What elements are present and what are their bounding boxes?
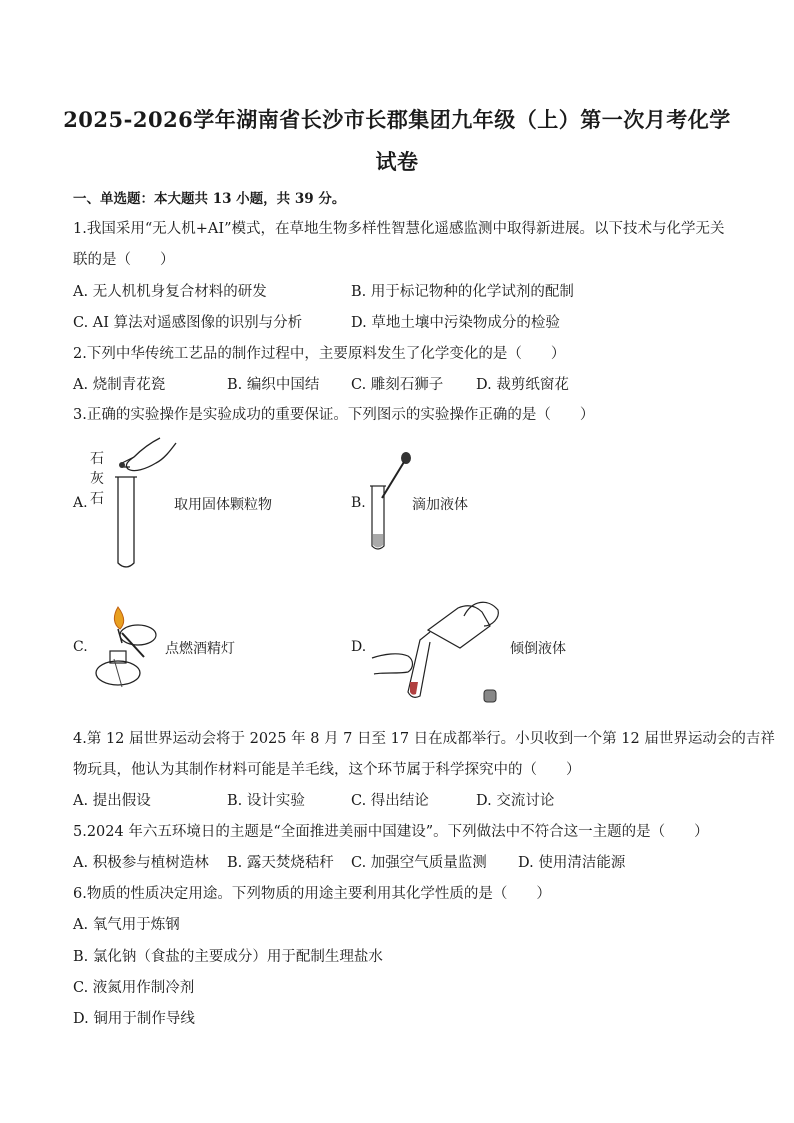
q2-option-d: D. 裁剪纸窗花 <box>476 377 569 393</box>
q1-stem-line1: 1.我国采用“无人机+AI”模式，在草地生物多样性智慧化遥感监测中取得新进展。以下技术与化学无关 <box>73 221 725 237</box>
exam-title-line1: 2025-2026学年湖南省长沙市长郡集团九年级（上）第一次月考化学 <box>63 107 731 132</box>
q5-option-d: D. 使用清洁能源 <box>518 855 626 871</box>
q6-option-d: D. 铜用于制作导线 <box>73 1011 195 1027</box>
dropper-illustration <box>362 450 418 554</box>
q6-option-c: C. 液氮用作制冷剂 <box>73 980 195 996</box>
q4-option-b: B. 设计实验 <box>227 793 305 809</box>
q3-option-d-letter: D. <box>351 639 367 655</box>
q1-option-a: A. 无人机机身复合材料的研发 <box>73 284 267 300</box>
q2-stem: 2.下列中华传统工艺品的制作过程中，主要原料发生了化学变化的是（ ） <box>73 346 566 362</box>
q1-option-c: C. AI 算法对遥感图像的识别与分析 <box>73 315 303 331</box>
q1-option-b: B. 用于标记物种的化学试剂的配制 <box>351 284 574 300</box>
q3-option-a-letter: A. <box>73 495 88 511</box>
q2-option-a: A. 烧制青花瓷 <box>73 377 166 393</box>
q6-stem: 6.物质的性质决定用途。下列物质的用途主要利用其化学性质的是（ ） <box>73 886 551 902</box>
q4-stem-line2: 物玩具，他认为其制作材料可能是羊毛线，这个环节属于科学探究中的（ ） <box>73 762 581 778</box>
q1-stem-line2: 联的是（ ） <box>73 252 175 268</box>
pouring-liquid-illustration <box>368 596 508 708</box>
exam-title-line2: 试卷 <box>375 149 419 174</box>
q6-option-b: B. 氯化钠（食盐的主要成分）用于配制生理盐水 <box>73 949 383 965</box>
q3-stem: 3.正确的实验操作是实验成功的重要保证。下列图示的实验操作正确的是（ ） <box>73 407 595 423</box>
q3-option-d-label: 倾倒液体 <box>510 641 566 657</box>
q4-option-a: A. 提出假设 <box>73 793 151 809</box>
q3-option-c-label: 点燃酒精灯 <box>165 641 235 657</box>
q5-option-a: A. 积极参与植树造林 <box>73 855 209 871</box>
q2-option-b: B. 编织中国结 <box>227 377 320 393</box>
section-heading: 一、单选题：本大题共 13 小题，共 39 分。 <box>73 191 346 207</box>
q3-option-b-label: 滴加液体 <box>412 497 468 513</box>
q4-option-d: D. 交流讨论 <box>476 793 555 809</box>
q6-option-a: A. 氧气用于炼钢 <box>73 917 180 933</box>
q3-option-b-letter: B. <box>351 495 366 511</box>
q2-option-c: C. 雕刻石狮子 <box>351 377 444 393</box>
q1-option-d: D. 草地土壤中污染物成分的检验 <box>351 315 560 331</box>
q5-stem: 5.2024 年六五环境日的主题是“全面推进美丽中国建设”。下列做法中不符合这一主题的是（ ） <box>73 824 709 840</box>
q4-stem-line1: 4.第 12 届世界运动会将于 2025 年 8 月 7 日至 17 日在成都举行。小贝收到一个第 12 届世界运动会的吉祥 <box>73 731 775 747</box>
q5-option-c: C. 加强空气质量监测 <box>351 855 487 871</box>
q3-option-a-label: 取用固体颗粒物 <box>174 497 272 513</box>
q3-a-side-label-2: 灰 <box>90 471 104 487</box>
q3-a-side-label-3: 石 <box>90 491 104 507</box>
q3-a-side-label-1: 石 <box>90 451 104 467</box>
q3-option-c-letter: C. <box>73 639 88 655</box>
q4-option-c: C. 得出结论 <box>351 793 429 809</box>
alcohol-lamp-illustration <box>88 603 168 693</box>
q5-option-b: B. 露天焚烧秸秆 <box>227 855 334 871</box>
